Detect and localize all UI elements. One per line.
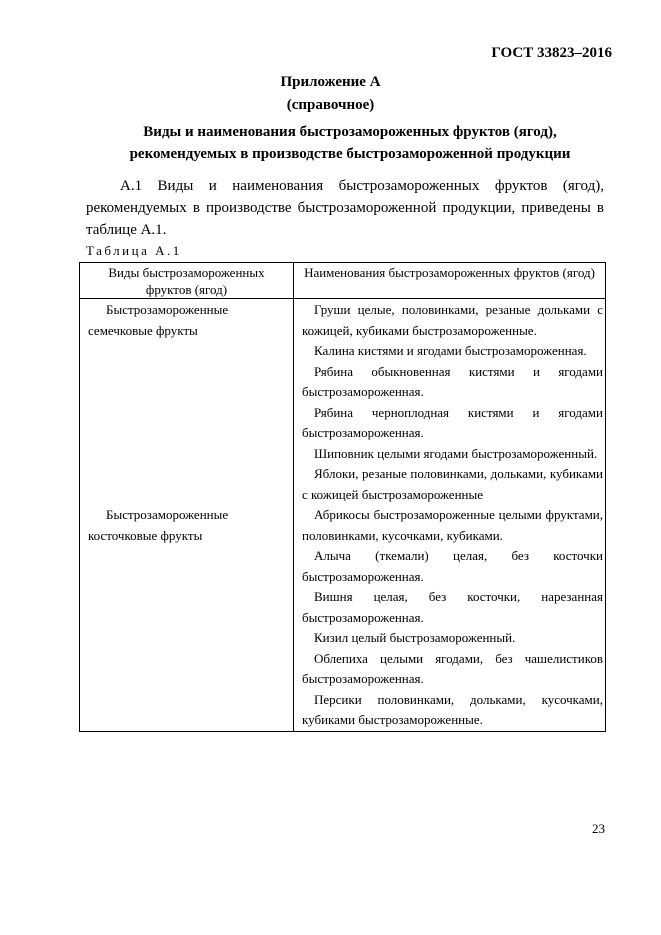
name-cell — [294, 649, 606, 690]
intro-paragraph: А.1 Виды и наименования быстрозамороженных фруктов (ягод), рекомендуемых в производстве быстрозамороженной продукции, приведены в таблице А.1. — [86, 178, 604, 238]
name-cell — [294, 341, 606, 362]
annex-title: Приложение А — [280, 74, 381, 90]
name-cell — [294, 444, 606, 465]
fruit-name: Абрикосы быстрозамороженные целыми фруктами, половинками, кусочками, кубиками. — [302, 507, 603, 543]
name-cell — [294, 505, 606, 546]
fruit-name: Вишня целая, без косточки, нарезанная быстрозамороженная. — [302, 589, 603, 625]
fruit-name: Алыча (ткемали) целая, без косточки быстрозамороженная. — [302, 548, 603, 584]
fruit-name: Шиповник целыми ягодами быстрозамороженный. — [314, 445, 598, 461]
name-cell — [294, 362, 606, 403]
fruits-table — [79, 262, 606, 732]
name-cell — [294, 403, 606, 444]
fruit-name: Калина кистями и ягодами быстрозамороженная. — [314, 343, 587, 358]
table-row — [80, 299, 606, 342]
fruit-name: Рябина черноплодная кистями и ягодами быстрозамороженная. — [302, 404, 603, 440]
column-header-kinds: Виды быстрозамороженных фруктов (ягод) — [80, 263, 294, 299]
page-number: 23 — [592, 821, 605, 836]
kind-cell-stone — [80, 505, 294, 731]
table-row — [80, 505, 606, 546]
table-header-row — [80, 263, 606, 299]
column-header-names: Наименования быстрозамороженных фруктов (ягод) — [294, 263, 606, 299]
annex-type: (справочное) — [286, 97, 375, 113]
fruit-name: Персики половинками, дольками, кусочками, кубиками быстрозамороженные. — [302, 691, 603, 727]
name-cell — [294, 587, 606, 628]
annex-heading-line-1: Виды и наименования быстрозамороженных фруктов (ягод), — [143, 124, 557, 140]
standard-id: ГОСТ 33823–2016 — [491, 45, 612, 61]
name-cell — [294, 628, 606, 649]
name-cell — [294, 299, 606, 342]
annex-heading — [60, 121, 640, 165]
kind-label: Быстрозамороженные семечковые фрукты — [88, 302, 229, 338]
name-cell — [294, 546, 606, 587]
fruit-name: Груши целые, половинками, резаные дольками с кожицей, кубиками быстрозамороженные. — [302, 302, 603, 338]
annex-heading-line-2: рекомендуемых в производстве быстрозамороженной продукции — [129, 146, 571, 162]
kind-cell-pome — [80, 299, 294, 506]
kind-label: Быстрозамороженные косточковые фрукты — [88, 507, 229, 543]
fruit-name: Кизил целый быстрозамороженный. — [314, 630, 516, 645]
fruit-name: Рябина обыкновенная кистями и ягодами быстрозамороженная. — [302, 363, 603, 399]
table-caption: Таблица А.1 — [86, 243, 182, 258]
name-cell — [294, 464, 606, 505]
fruit-name: Облепиха целыми ягодами, без чашелистиков быстрозамороженная. — [302, 650, 603, 686]
name-cell — [294, 690, 606, 732]
fruit-name: Яблоки, резаные половинками, дольками, кубиками с кожицей быстрозамороженные — [302, 466, 603, 502]
